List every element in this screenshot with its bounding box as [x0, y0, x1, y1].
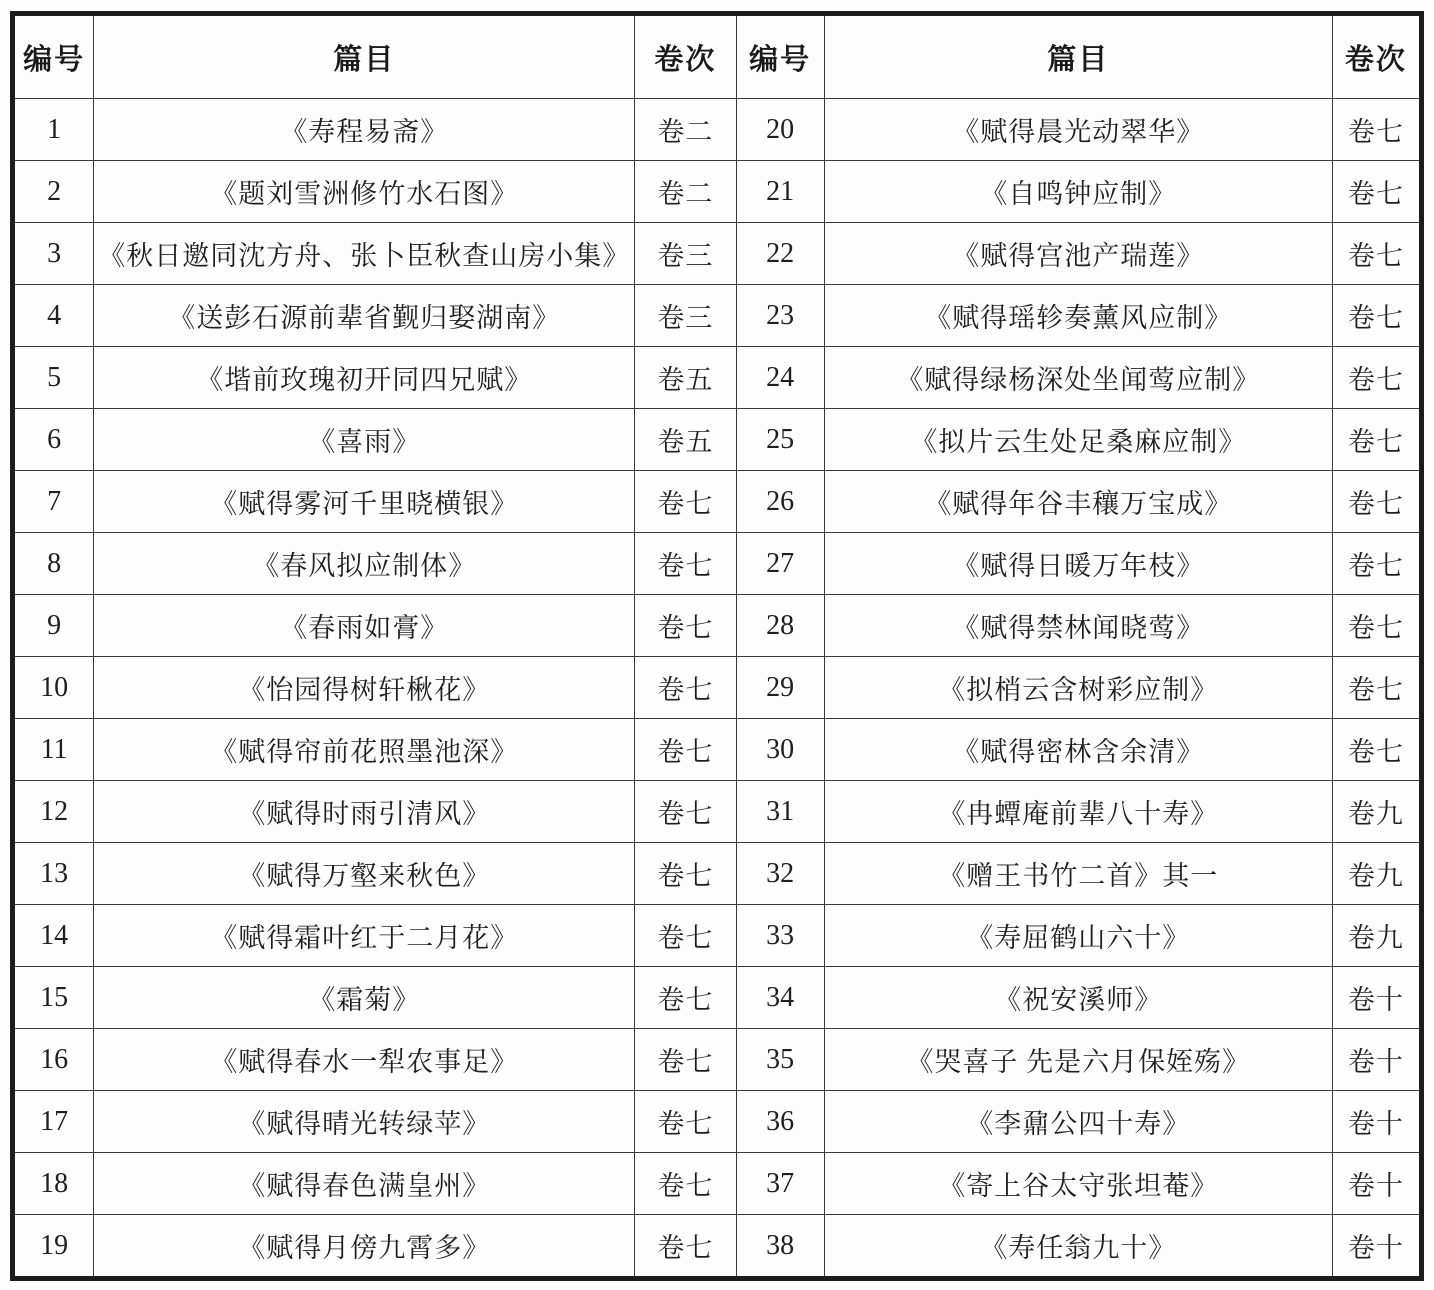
entry-id: 36 — [736, 1091, 824, 1153]
entry-id: 6 — [13, 409, 94, 471]
entry-volume: 卷七 — [1332, 99, 1421, 161]
header-id-right: 编号 — [736, 14, 824, 99]
entry-title: 《寿屈鹤山六十》 — [824, 905, 1332, 967]
entry-id: 16 — [13, 1029, 94, 1091]
entry-id: 14 — [13, 905, 94, 967]
entry-title: 《自鸣钟应制》 — [824, 161, 1332, 223]
entry-title: 《赋得宫池产瑞莲》 — [824, 223, 1332, 285]
table-row — [13, 1091, 1422, 1153]
table-row — [13, 1153, 1422, 1215]
entry-id: 9 — [13, 595, 94, 657]
entry-title: 《哭喜子 先是六月保姪殇》 — [824, 1029, 1332, 1091]
entry-title: 《赋得霜叶红于二月花》 — [94, 905, 635, 967]
entry-volume: 卷十 — [1332, 1029, 1421, 1091]
entry-title: 《送彭石源前辈省觐归娶湖南》 — [94, 285, 635, 347]
entry-title: 《春雨如膏》 — [94, 595, 635, 657]
entry-title: 《赋得年谷丰穰万宝成》 — [824, 471, 1332, 533]
entry-title: 《赋得密林含余清》 — [824, 719, 1332, 781]
entry-id: 5 — [13, 347, 94, 409]
header-volume-left: 卷次 — [635, 14, 736, 99]
entry-volume: 卷十 — [1332, 1091, 1421, 1153]
table-row — [13, 99, 1422, 161]
entry-volume: 卷七 — [1332, 285, 1421, 347]
entry-id: 3 — [13, 223, 94, 285]
header-title-left: 篇目 — [94, 14, 635, 99]
table-row — [13, 1029, 1422, 1091]
entry-title: 《赋得月傍九霄多》 — [94, 1215, 635, 1279]
entry-volume: 卷七 — [635, 471, 736, 533]
entry-volume: 卷九 — [1332, 781, 1421, 843]
entry-id: 38 — [736, 1215, 824, 1279]
entry-title: 《寿任翁九十》 — [824, 1215, 1332, 1279]
entry-id: 11 — [13, 719, 94, 781]
entry-volume: 卷七 — [635, 657, 736, 719]
entry-volume: 卷七 — [1332, 471, 1421, 533]
entry-id: 25 — [736, 409, 824, 471]
entry-id: 28 — [736, 595, 824, 657]
entry-title: 《赋得晴光转绿苹》 — [94, 1091, 635, 1153]
entry-title: 《拟片云生处足桑麻应制》 — [824, 409, 1332, 471]
entry-id: 35 — [736, 1029, 824, 1091]
entry-id: 32 — [736, 843, 824, 905]
entry-title: 《春风拟应制体》 — [94, 533, 635, 595]
entry-title: 《赋得晨光动翠华》 — [824, 99, 1332, 161]
entry-title: 《赋得禁林闻晓莺》 — [824, 595, 1332, 657]
entry-id: 20 — [736, 99, 824, 161]
table-row — [13, 967, 1422, 1029]
table-row — [13, 781, 1422, 843]
entry-title: 《赋得万壑来秋色》 — [94, 843, 635, 905]
entry-volume: 卷七 — [635, 1153, 736, 1215]
table-row — [13, 533, 1422, 595]
poem-index-table — [10, 11, 1424, 1281]
entry-volume: 卷七 — [1332, 223, 1421, 285]
entry-volume: 卷二 — [635, 161, 736, 223]
table-row — [13, 347, 1422, 409]
entry-id: 12 — [13, 781, 94, 843]
entry-title: 《拟梢云含树彩应制》 — [824, 657, 1332, 719]
entry-volume: 卷七 — [1332, 595, 1421, 657]
entry-id: 31 — [736, 781, 824, 843]
entry-title: 《堦前玫瑰初开同四兄赋》 — [94, 347, 635, 409]
entry-volume: 卷七 — [635, 967, 736, 1029]
entry-id: 19 — [13, 1215, 94, 1279]
entry-title: 《李鼐公四十寿》 — [824, 1091, 1332, 1153]
entry-title: 《赋得日暖万年枝》 — [824, 533, 1332, 595]
entry-volume: 卷七 — [1332, 533, 1421, 595]
entry-title: 《赠王书竹二首》其一 — [824, 843, 1332, 905]
entry-id: 8 — [13, 533, 94, 595]
entry-id: 34 — [736, 967, 824, 1029]
entry-volume: 卷七 — [1332, 409, 1421, 471]
table-row — [13, 223, 1422, 285]
header-row — [13, 14, 1422, 99]
entry-title: 《秋日邀同沈方舟、张卜臣秋查山房小集》 — [94, 223, 635, 285]
table-row — [13, 471, 1422, 533]
entry-id: 30 — [736, 719, 824, 781]
entry-title: 《赋得春水一犁农事足》 — [94, 1029, 635, 1091]
entry-id: 37 — [736, 1153, 824, 1215]
entry-volume: 卷十 — [1332, 967, 1421, 1029]
entry-id: 17 — [13, 1091, 94, 1153]
table-row — [13, 843, 1422, 905]
entry-volume: 卷五 — [635, 347, 736, 409]
entry-title: 《赋得帘前花照墨池深》 — [94, 719, 635, 781]
entry-volume: 卷七 — [635, 781, 736, 843]
header-id-left: 编号 — [13, 14, 94, 99]
entry-title: 《冉蟫庵前辈八十寿》 — [824, 781, 1332, 843]
entry-title: 《寿程易斋》 — [94, 99, 635, 161]
entry-volume: 卷十 — [1332, 1215, 1421, 1279]
entry-id: 27 — [736, 533, 824, 595]
table-row — [13, 161, 1422, 223]
entry-id: 21 — [736, 161, 824, 223]
entry-title: 《赋得瑶轸奏薰风应制》 — [824, 285, 1332, 347]
entry-volume: 卷七 — [1332, 347, 1421, 409]
entry-volume: 卷三 — [635, 223, 736, 285]
entry-volume: 卷十 — [1332, 1153, 1421, 1215]
table-row — [13, 595, 1422, 657]
entry-volume: 卷七 — [635, 843, 736, 905]
entry-volume: 卷七 — [635, 1029, 736, 1091]
entry-id: 22 — [736, 223, 824, 285]
entry-volume: 卷七 — [635, 595, 736, 657]
entry-title: 《赋得雾河千里晓横银》 — [94, 471, 635, 533]
entry-volume: 卷七 — [635, 905, 736, 967]
entry-volume: 卷二 — [635, 99, 736, 161]
entry-id: 24 — [736, 347, 824, 409]
entry-volume: 卷七 — [635, 1091, 736, 1153]
entry-volume: 卷七 — [635, 719, 736, 781]
table-row — [13, 905, 1422, 967]
entry-title: 《霜菊》 — [94, 967, 635, 1029]
header-title-right: 篇目 — [824, 14, 1332, 99]
entry-volume: 卷七 — [635, 1215, 736, 1279]
entry-id: 18 — [13, 1153, 94, 1215]
entry-volume: 卷九 — [1332, 905, 1421, 967]
entry-id: 2 — [13, 161, 94, 223]
entry-title: 《题刘雪洲修竹水石图》 — [94, 161, 635, 223]
entry-volume: 卷七 — [635, 533, 736, 595]
entry-volume: 卷七 — [1332, 161, 1421, 223]
entry-id: 1 — [13, 99, 94, 161]
table-row — [13, 1215, 1422, 1279]
entry-volume: 卷三 — [635, 285, 736, 347]
entry-id: 15 — [13, 967, 94, 1029]
table-row — [13, 285, 1422, 347]
header-volume-right: 卷次 — [1332, 14, 1421, 99]
table-row — [13, 657, 1422, 719]
entry-volume: 卷九 — [1332, 843, 1421, 905]
entry-id: 13 — [13, 843, 94, 905]
entry-volume: 卷五 — [635, 409, 736, 471]
entry-id: 4 — [13, 285, 94, 347]
entry-id: 7 — [13, 471, 94, 533]
entry-title: 《赋得春色满皇州》 — [94, 1153, 635, 1215]
entry-title: 《怡园得树轩楸花》 — [94, 657, 635, 719]
entry-title: 《赋得绿杨深处坐闻莺应制》 — [824, 347, 1332, 409]
entry-title: 《赋得时雨引清风》 — [94, 781, 635, 843]
table-row — [13, 409, 1422, 471]
entry-id: 29 — [736, 657, 824, 719]
table-row — [13, 719, 1422, 781]
entry-volume: 卷七 — [1332, 719, 1421, 781]
entry-title: 《祝安溪师》 — [824, 967, 1332, 1029]
entry-id: 10 — [13, 657, 94, 719]
entry-id: 33 — [736, 905, 824, 967]
entry-id: 23 — [736, 285, 824, 347]
entry-id: 26 — [736, 471, 824, 533]
entry-title: 《喜雨》 — [94, 409, 635, 471]
entry-volume: 卷七 — [1332, 657, 1421, 719]
entry-title: 《寄上谷太守张坦菴》 — [824, 1153, 1332, 1215]
